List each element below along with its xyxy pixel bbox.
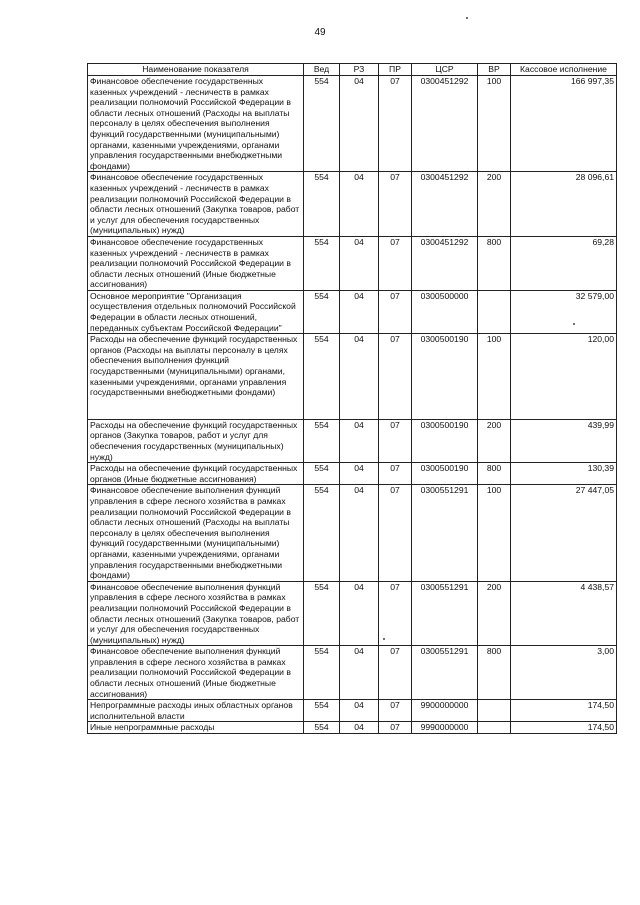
row-indicator-name: Иные непрограммные расходы	[88, 722, 304, 734]
table-row	[88, 419, 617, 462]
table-row	[88, 236, 617, 290]
table-row	[88, 700, 617, 722]
row-cash-execution: 439,99	[511, 419, 617, 462]
scan-speck	[573, 323, 575, 325]
row-indicator-name: Непрограммные расходы иных областных органов исполнительной власти	[88, 700, 304, 722]
row-vr	[478, 722, 511, 734]
row-indicator-name: Расходы на обеспечение функций государственных органов (Расходы на выплаты персоналу в целях обеспечения выполнения функций государственными (муниципальными) органами, казенными учреждениями, органами управления государственными внебюджетными фондами)	[88, 334, 304, 420]
row-pr: 07	[379, 646, 412, 700]
row-ved: 554	[304, 581, 340, 646]
row-csr: 0300451292	[412, 76, 478, 172]
header-rz: РЗ	[340, 64, 379, 76]
row-rz: 04	[340, 581, 379, 646]
table-row	[88, 646, 617, 700]
row-ved: 554	[304, 334, 340, 420]
table-row	[88, 172, 617, 237]
header-pr: ПР	[379, 64, 412, 76]
row-pr: 07	[379, 419, 412, 462]
row-indicator-name: Финансовое обеспечение выполнения функций управления в сфере лесного хозяйства в рамках реализации полномочий Российской Федерации в области лесных отношений (Иные бюджетные ассигнования)	[88, 646, 304, 700]
scan-speck	[466, 17, 468, 19]
row-csr: 0300451292	[412, 172, 478, 237]
row-indicator-name: Финансовое обеспечение выполнения функций управления в сфере лесного хозяйства в рамках реализации полномочий Российской Федерации в области лесных отношений (Расходы на выплаты персоналу в целях обеспечения выполнения функций государственными (муниципальными) органами, казенными учреждениями, органами управления государственными внебюджетными фондами)	[88, 485, 304, 581]
row-cash-execution: 166 997,35	[511, 76, 617, 172]
row-csr: 0300551291	[412, 581, 478, 646]
row-rz: 04	[340, 646, 379, 700]
row-csr: 0300500190	[412, 463, 478, 485]
row-vr: 200	[478, 419, 511, 462]
row-indicator-name: Финансовое обеспечение государственных казенных учреждений - лесничеств в рамках реализации полномочий Российской Федерации в области лесных отношений (Закупка товаров, работ и услуг для обеспечения государственных (муниципальных) нужд)	[88, 172, 304, 237]
row-cash-execution: 174,50	[511, 722, 617, 734]
row-indicator-name: Расходы на обеспечение функций государственных органов (Иные бюджетные ассигнования)	[88, 463, 304, 485]
table-row	[88, 290, 617, 333]
row-csr: 0300551291	[412, 485, 478, 581]
table-row	[88, 463, 617, 485]
row-rz: 04	[340, 463, 379, 485]
table-row	[88, 334, 617, 420]
scan-speck	[383, 638, 385, 640]
row-cash-execution: 28 096,61	[511, 172, 617, 237]
row-vr: 100	[478, 76, 511, 172]
row-vr	[478, 700, 511, 722]
row-cash-execution: 4 438,57	[511, 581, 617, 646]
row-ved: 554	[304, 700, 340, 722]
header-indicator-name: Наименование показателя	[88, 64, 304, 76]
row-csr: 0300500190	[412, 334, 478, 420]
table-row	[88, 485, 617, 581]
table-row	[88, 581, 617, 646]
row-vr	[478, 290, 511, 333]
row-pr: 07	[379, 290, 412, 333]
row-rz: 04	[340, 236, 379, 290]
header-vr: ВР	[478, 64, 511, 76]
row-vr: 800	[478, 463, 511, 485]
budget-execution-table	[87, 63, 617, 734]
row-pr: 07	[379, 236, 412, 290]
row-csr: 9990000000	[412, 722, 478, 734]
table-row	[88, 76, 617, 172]
row-pr: 07	[379, 700, 412, 722]
row-pr: 07	[379, 722, 412, 734]
row-pr: 07	[379, 172, 412, 237]
row-pr: 07	[379, 76, 412, 172]
header-cash-execution: Кассовое исполнение	[511, 64, 617, 76]
row-csr: 0300451292	[412, 236, 478, 290]
row-vr: 200	[478, 172, 511, 237]
row-ved: 554	[304, 172, 340, 237]
row-rz: 04	[340, 722, 379, 734]
row-csr: 0300551291	[412, 646, 478, 700]
row-pr: 07	[379, 334, 412, 420]
row-rz: 04	[340, 485, 379, 581]
row-rz: 04	[340, 700, 379, 722]
row-cash-execution: 130,39	[511, 463, 617, 485]
row-indicator-name: Финансовое обеспечение государственных казенных учреждений - лесничеств в рамках реализации полномочий Российской Федерации в области лесных отношений (Иные бюджетные ассигнования)	[88, 236, 304, 290]
row-ved: 554	[304, 485, 340, 581]
row-pr: 07	[379, 485, 412, 581]
row-cash-execution: 120,00	[511, 334, 617, 420]
row-rz: 04	[340, 76, 379, 172]
row-indicator-name: Финансовое обеспечение государственных казенных учреждений - лесничеств в рамках реализации полномочий Российской Федерации в области лесных отношений (Расходы на выплаты персоналу в целях обеспечения выполнения функций государственными (муниципальными) органами, казенными учреждениями, органами управления государственными внебюджетными фондами)	[88, 76, 304, 172]
row-vr: 800	[478, 646, 511, 700]
row-cash-execution: 69,28	[511, 236, 617, 290]
table-row	[88, 722, 617, 734]
row-csr: 0300500000	[412, 290, 478, 333]
row-rz: 04	[340, 334, 379, 420]
row-ved: 554	[304, 76, 340, 172]
row-vr: 100	[478, 334, 511, 420]
row-cash-execution: 3,00	[511, 646, 617, 700]
row-vr: 100	[478, 485, 511, 581]
row-cash-execution: 174,50	[511, 700, 617, 722]
row-rz: 04	[340, 172, 379, 237]
row-csr: 9900000000	[412, 700, 478, 722]
row-ved: 554	[304, 290, 340, 333]
row-ved: 554	[304, 419, 340, 462]
row-ved: 554	[304, 463, 340, 485]
row-indicator-name: Расходы на обеспечение функций государственных органов (Закупка товаров, работ и услуг для обеспечения государственных (муниципальных) нужд)	[88, 419, 304, 462]
row-indicator-name: Финансовое обеспечение выполнения функций управления в сфере лесного хозяйства в рамках реализации полномочий Российской Федерации в области лесных отношений (Закупка товаров, работ и услуг для обеспечения государственных (муниципальных) нужд)	[88, 581, 304, 646]
row-indicator-name: Основное мероприятие "Организация осуществления отдельных полномочий Российской Федерации в области лесных отношений, переданных субъектам Российской Федерации"	[88, 290, 304, 333]
row-ved: 554	[304, 236, 340, 290]
row-ved: 554	[304, 646, 340, 700]
row-rz: 04	[340, 419, 379, 462]
row-rz: 04	[340, 290, 379, 333]
page-number: 49	[314, 27, 326, 38]
row-csr: 0300500190	[412, 419, 478, 462]
header-ved: Вед	[304, 64, 340, 76]
row-vr: 800	[478, 236, 511, 290]
table-header-row	[88, 64, 617, 76]
row-pr: 07	[379, 463, 412, 485]
row-cash-execution: 27 447,05	[511, 485, 617, 581]
row-ved: 554	[304, 722, 340, 734]
row-vr: 200	[478, 581, 511, 646]
header-csr: ЦСР	[412, 64, 478, 76]
row-cash-execution: 32 579,00	[511, 290, 617, 333]
row-pr: 07	[379, 581, 412, 646]
